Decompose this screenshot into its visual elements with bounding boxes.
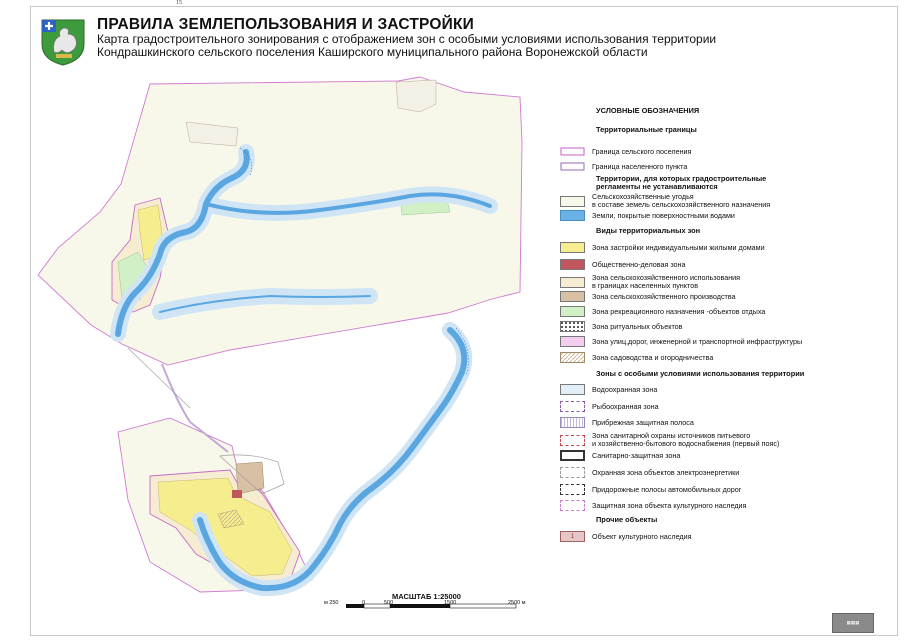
legend-item: Зона садоводства и огородничества [560,352,713,363]
legend-item: Зона улиц,дорог, инженерной и транспортной инфраструктуры [560,336,802,347]
qr-stamp-icon: ▦▦▦ [832,613,874,633]
scale-tick-2: 500 [384,600,394,606]
agri-production-zone [236,462,264,494]
scale-tick-3: 1500 [444,600,457,606]
legend-section-heading: Территории, для которых градостроительные регламенты не устанавливаются [596,174,767,191]
scale-title: МАСШТАБ 1:25000 [392,592,461,601]
heritage-marker-icon: 1 [560,531,585,542]
municipality-territory [38,77,522,365]
scale-tick-0: м 250 [324,600,339,606]
legend-title: УСЛОВНЫЕ ОБОЗНАЧЕНИЯ [596,106,700,115]
legend-section-heading: Территориальные границы [596,125,697,134]
legend-item: Защитная зона объекта культурного наследия [560,500,746,511]
legend-item: Водоохранная зона [560,384,657,395]
legend-item: Зона сельскохозяйственного использования в границах населенных пунктов [560,274,740,290]
scale-tick-1: 0 [362,600,366,606]
legend-item: Охранная зона объектов электроэнергетики [560,467,739,478]
document-subtitle-1: Карта градостроительного зонирования с отображением зон с особыми условиями использования территории [97,32,717,46]
legend-item: Рыбоохранная зона [560,401,659,412]
document-title: ПРАВИЛА ЗЕМЛЕПОЛЬЗОВАНИЯ И ЗАСТРОЙКИ [97,16,474,33]
legend-item: Придорожные полосы автомобильных дорог [560,484,741,495]
legend-item: 1 Объект культурного наследия [560,531,692,542]
legend-item: Зона рекреационного назначения -объектов отдыха [560,306,765,317]
legend-item: Зона застройки индивидуальными жилыми домами [560,242,765,253]
scale-bar [346,604,516,608]
legend-item: Земли, покрытые поверхностными водами [560,210,735,221]
legend-item: Общественно-деловая зона [560,259,686,270]
legend-item: Прибрежная защитная полоса [560,417,694,428]
legend-item: Зона сельскохозяйственного производства [560,291,736,302]
legend-item: Граница сельского поселения [560,146,691,157]
legend-section-heading: Виды территориальных зон [596,226,701,235]
legend-item: Зона санитарной охраны источников питьевого и хозяйственно-бытового водоснабжения (первый пояс) [560,432,779,448]
legend-section-heading: Прочие объекты [596,515,658,524]
page-number: 15 [176,0,182,6]
public-business-zone [232,490,242,498]
legend-section-heading: Зоны с особыми условиями использования территории [596,369,805,378]
legend-item: Санитарно-защитная зона [560,450,680,461]
scale-tick-4: 2500 м [508,600,526,606]
document-subtitle-2: Кондрашкинского сельского поселения Каширского муниципального района Воронежской области [97,45,648,59]
legend-item: Граница населенного пункта [560,161,687,172]
legend-item: Сельскохозяйственные угодья в составе земель сельскохозяйственного назначения [560,193,770,209]
legend-item: Зона ритуальных объектов [560,321,682,332]
